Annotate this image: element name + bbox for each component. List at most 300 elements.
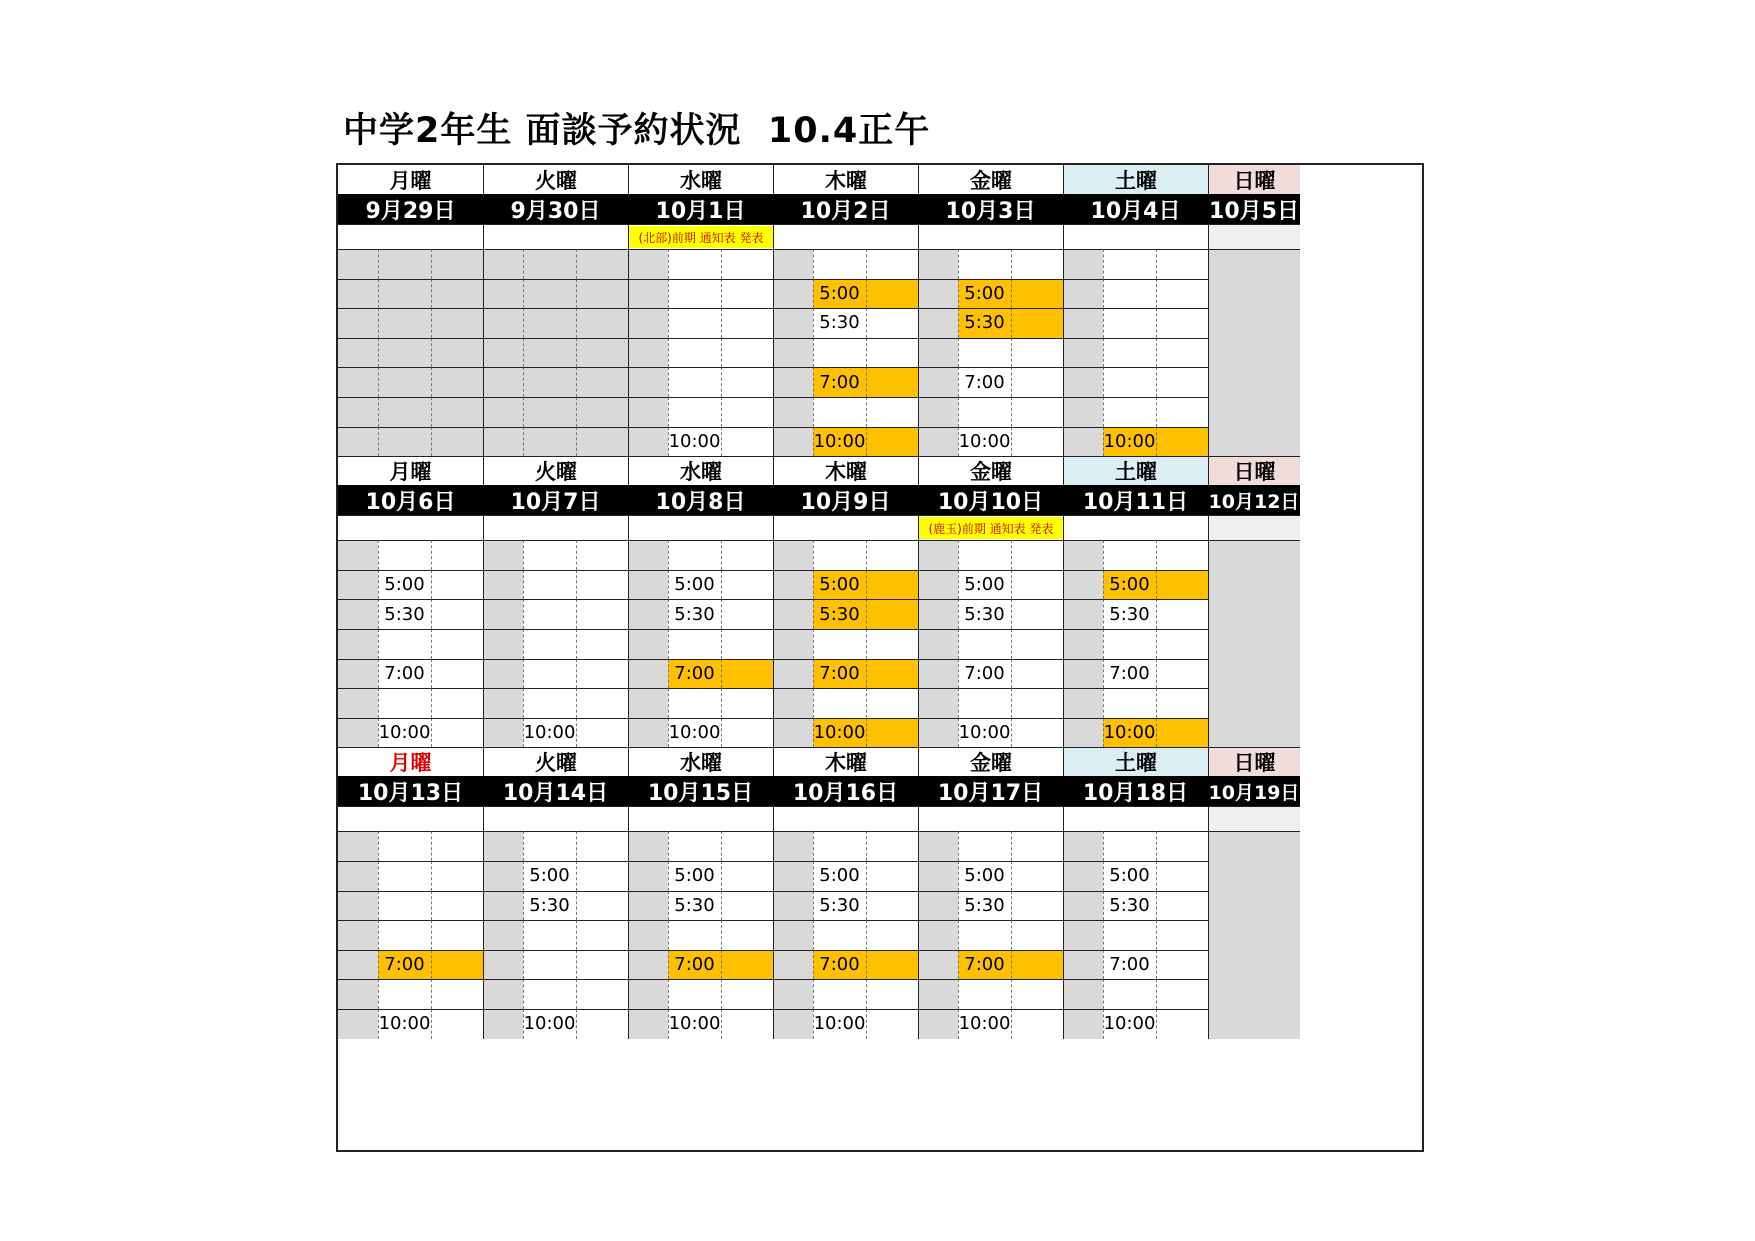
- note-cell: [338, 224, 483, 249]
- time-slot: [378, 427, 431, 457]
- time-slot[interactable]: [1103, 397, 1156, 427]
- note-cell: [1063, 515, 1208, 540]
- booked-time-label[interactable]: 10:00: [1103, 722, 1156, 744]
- note-cell: [918, 806, 1063, 831]
- available-time-label[interactable]: 5:30: [1109, 894, 1150, 916]
- slot-blank: [721, 570, 773, 600]
- closed-strip: [918, 367, 958, 397]
- available-time-label[interactable]: 10:00: [668, 1013, 721, 1035]
- closed-strip: [1063, 540, 1103, 570]
- closed-strip: [628, 570, 668, 600]
- closed-strip: [483, 718, 523, 748]
- available-time-label[interactable]: 10:00: [378, 1013, 431, 1035]
- closed-strip: [918, 979, 958, 1009]
- available-time-label[interactable]: 7:00: [964, 371, 1005, 393]
- page-title: 中学2年生 面談予約状況 10.4正午: [343, 111, 931, 151]
- slot-blank: [431, 427, 483, 457]
- time-slot[interactable]: [378, 540, 431, 570]
- slot-blank: [721, 308, 773, 338]
- sunday-closed: [1208, 831, 1300, 1038]
- closed-strip: [773, 718, 813, 748]
- closed-strip: [918, 599, 958, 629]
- time-slot[interactable]: [523, 659, 576, 689]
- available-time-label[interactable]: 5:00: [674, 865, 715, 887]
- time-slot[interactable]: [378, 629, 431, 659]
- closed-strip: [338, 599, 378, 629]
- slot-blank: [431, 1009, 483, 1039]
- slot-blank: [576, 688, 628, 718]
- booked-time-label[interactable]: 10:00: [813, 722, 866, 744]
- available-time-label[interactable]: 5:00: [964, 865, 1005, 887]
- time-slot[interactable]: [523, 920, 576, 950]
- closed-strip: [338, 891, 378, 921]
- closed-strip: [338, 920, 378, 950]
- available-time-label[interactable]: 7:00: [964, 662, 1005, 684]
- slot-blank: [431, 831, 483, 861]
- slot-blank: [1011, 861, 1063, 891]
- slot-blank: [866, 570, 918, 600]
- closed-strip: [1063, 599, 1103, 629]
- closed-strip: [338, 308, 378, 338]
- slot-blank: [1156, 920, 1208, 950]
- closed-strip: [773, 1009, 813, 1039]
- closed-strip: [773, 599, 813, 629]
- time-slot[interactable]: [523, 540, 576, 570]
- slot-blank: [1156, 540, 1208, 570]
- closed-strip: [338, 861, 378, 891]
- closed-strip: [628, 629, 668, 659]
- closed-strip: [483, 1009, 523, 1039]
- date-header: 10月6日: [338, 485, 483, 515]
- date-header: 10月18日: [1063, 776, 1208, 806]
- closed-strip: [1063, 831, 1103, 861]
- available-time-label[interactable]: 7:00: [384, 662, 425, 684]
- slot-blank: [431, 629, 483, 659]
- time-slot[interactable]: [813, 540, 866, 570]
- time-slot: [378, 367, 431, 397]
- time-slot[interactable]: [813, 338, 866, 368]
- closed-strip: [918, 891, 958, 921]
- time-slot[interactable]: [1103, 831, 1156, 861]
- available-time-label[interactable]: 10:00: [378, 722, 431, 744]
- slot-blank: [866, 979, 918, 1009]
- weekday-header: 月曜: [389, 168, 432, 193]
- closed-strip: [338, 570, 378, 600]
- slot-blank: [1011, 629, 1063, 659]
- slot-blank: [1011, 831, 1063, 861]
- time-slot[interactable]: [523, 599, 576, 629]
- closed-strip: [918, 659, 958, 689]
- available-time-label[interactable]: 5:00: [674, 574, 715, 596]
- time-slot[interactable]: [523, 570, 576, 600]
- closed-strip: [628, 718, 668, 748]
- available-time-label[interactable]: 5:30: [384, 603, 425, 625]
- time-slot[interactable]: [523, 629, 576, 659]
- time-slot[interactable]: [1103, 308, 1156, 338]
- weekday-header: 火曜: [483, 165, 628, 194]
- slot-blank: [1011, 599, 1063, 629]
- slot-blank: [1011, 891, 1063, 921]
- weekday-header: 水曜: [628, 456, 773, 485]
- slot-blank: [721, 831, 773, 861]
- slot-blank: [1156, 979, 1208, 1009]
- time-slot: [523, 308, 576, 338]
- note-cell: [773, 224, 918, 249]
- time-slot[interactable]: [958, 688, 1011, 718]
- slot-blank: [1156, 831, 1208, 861]
- time-slot[interactable]: [668, 249, 721, 279]
- available-time-label[interactable]: 10:00: [958, 1013, 1011, 1035]
- date-header: 10月8日: [628, 485, 773, 515]
- closed-strip: [338, 831, 378, 861]
- time-slot[interactable]: [958, 979, 1011, 1009]
- time-slot[interactable]: [1103, 338, 1156, 368]
- time-slot[interactable]: [378, 920, 431, 950]
- closed-strip: [338, 718, 378, 748]
- available-time-label[interactable]: 5:30: [964, 894, 1005, 916]
- closed-strip: [1063, 718, 1103, 748]
- closed-strip: [628, 979, 668, 1009]
- closed-strip: [338, 540, 378, 570]
- available-time-label[interactable]: 10:00: [958, 722, 1011, 744]
- time-slot[interactable]: [668, 308, 721, 338]
- closed-strip: [628, 1009, 668, 1039]
- closed-strip: [1063, 338, 1103, 368]
- weekday-header: 金曜: [918, 165, 1063, 194]
- available-time-label[interactable]: 5:30: [529, 894, 570, 916]
- closed-strip: [483, 861, 523, 891]
- slot-blank: [1156, 570, 1208, 600]
- slot-blank: [431, 688, 483, 718]
- time-slot[interactable]: [958, 397, 1011, 427]
- booked-time-label[interactable]: 7:00: [819, 371, 860, 393]
- note-cell: [338, 806, 483, 831]
- closed-strip: [483, 979, 523, 1009]
- slot-blank: [1156, 397, 1208, 427]
- available-time-label[interactable]: 5:00: [1109, 865, 1150, 887]
- slot-blank: [431, 861, 483, 891]
- available-time-label[interactable]: 10:00: [813, 1013, 866, 1035]
- time-slot[interactable]: [378, 688, 431, 718]
- closed-strip: [918, 279, 958, 309]
- slot-blank: [1011, 1009, 1063, 1039]
- slot-blank: [1011, 570, 1063, 600]
- slot-blank: [721, 338, 773, 368]
- time-slot[interactable]: [813, 629, 866, 659]
- closed-strip: [338, 688, 378, 718]
- slot-blank: [576, 570, 628, 600]
- time-slot[interactable]: [1103, 688, 1156, 718]
- slot-blank: [721, 1009, 773, 1039]
- closed-strip: [773, 397, 813, 427]
- time-slot[interactable]: [378, 891, 431, 921]
- weekday-header: 月曜: [338, 747, 483, 776]
- closed-strip: [628, 279, 668, 309]
- slot-blank: [1011, 308, 1063, 338]
- time-slot[interactable]: [668, 920, 721, 950]
- time-slot[interactable]: [1103, 279, 1156, 309]
- closed-strip: [918, 718, 958, 748]
- slot-blank: [1011, 920, 1063, 950]
- time-slot[interactable]: [813, 397, 866, 427]
- slot-blank: [431, 950, 483, 980]
- closed-strip: [628, 688, 668, 718]
- date-header: 10月11日: [1063, 485, 1208, 515]
- closed-strip: [338, 629, 378, 659]
- time-slot[interactable]: [1103, 540, 1156, 570]
- time-slot[interactable]: [378, 831, 431, 861]
- time-slot[interactable]: [668, 338, 721, 368]
- weekday-header: 金曜: [918, 747, 1063, 776]
- closed-strip: [628, 249, 668, 279]
- closed-strip: [1063, 1009, 1103, 1039]
- slot-blank: [866, 367, 918, 397]
- closed-strip: [483, 367, 523, 397]
- time-slot[interactable]: [958, 540, 1011, 570]
- slot-blank: [1011, 540, 1063, 570]
- time-slot[interactable]: [813, 249, 866, 279]
- closed-strip: [483, 249, 523, 279]
- available-time-label[interactable]: 5:30: [674, 603, 715, 625]
- slot-blank: [1011, 950, 1063, 980]
- time-slot[interactable]: [958, 249, 1011, 279]
- time-slot[interactable]: [1103, 249, 1156, 279]
- booked-time-label[interactable]: 7:00: [674, 954, 715, 976]
- date-header: 10月19日: [1208, 776, 1300, 806]
- closed-strip: [918, 1009, 958, 1039]
- time-slot: [378, 279, 431, 309]
- closed-strip: [628, 427, 668, 457]
- available-time-label[interactable]: 10:00: [523, 722, 576, 744]
- time-slot[interactable]: [668, 397, 721, 427]
- time-slot[interactable]: [813, 979, 866, 1009]
- time-slot[interactable]: [958, 831, 1011, 861]
- slot-blank: [866, 688, 918, 718]
- closed-strip: [1063, 629, 1103, 659]
- weekday-header: 水曜: [628, 747, 773, 776]
- date-header: 10月10日: [918, 485, 1063, 515]
- slot-blank: [431, 540, 483, 570]
- slot-blank: [721, 659, 773, 689]
- note-cell: [773, 806, 918, 831]
- available-time-label[interactable]: 10:00: [1103, 1013, 1156, 1035]
- time-slot[interactable]: [958, 338, 1011, 368]
- time-slot[interactable]: [668, 688, 721, 718]
- slot-blank: [431, 599, 483, 629]
- reservation-calendar: [336, 163, 1424, 1152]
- closed-strip: [918, 249, 958, 279]
- booked-time-label[interactable]: 7:00: [964, 954, 1005, 976]
- closed-strip: [628, 367, 668, 397]
- time-slot[interactable]: [1103, 367, 1156, 397]
- time-slot[interactable]: [668, 979, 721, 1009]
- time-slot: [523, 279, 576, 309]
- closed-strip: [1063, 891, 1103, 921]
- closed-strip: [628, 831, 668, 861]
- slot-blank: [431, 338, 483, 368]
- booked-time-label[interactable]: 10:00: [1103, 430, 1156, 452]
- slot-blank: [576, 308, 628, 338]
- booked-time-label[interactable]: 7:00: [819, 662, 860, 684]
- slot-blank: [1011, 718, 1063, 748]
- slot-blank: [1156, 367, 1208, 397]
- closed-strip: [483, 427, 523, 457]
- slot-blank: [1011, 427, 1063, 457]
- slot-blank: [431, 891, 483, 921]
- closed-strip: [1063, 688, 1103, 718]
- closed-strip: [483, 570, 523, 600]
- closed-strip: [1063, 659, 1103, 689]
- slot-blank: [866, 861, 918, 891]
- closed-strip: [338, 979, 378, 1009]
- available-time-label[interactable]: 5:30: [1109, 603, 1150, 625]
- time-slot[interactable]: [523, 950, 576, 980]
- slot-blank: [431, 279, 483, 309]
- announcement-note: (北部)前期 通知表 発表: [629, 226, 773, 248]
- booked-time-label[interactable]: 7:00: [674, 662, 715, 684]
- weekday-header: 木曜: [773, 747, 918, 776]
- available-time-label[interactable]: 7:00: [1109, 954, 1150, 976]
- available-time-label[interactable]: 5:30: [674, 894, 715, 916]
- closed-strip: [773, 540, 813, 570]
- slot-blank: [721, 920, 773, 950]
- slot-blank: [721, 249, 773, 279]
- time-slot[interactable]: [958, 629, 1011, 659]
- time-slot[interactable]: [668, 367, 721, 397]
- slot-blank: [431, 570, 483, 600]
- slot-blank: [1156, 629, 1208, 659]
- slot-blank: [866, 249, 918, 279]
- available-time-label[interactable]: 5:30: [964, 603, 1005, 625]
- booked-time-label[interactable]: 10:00: [813, 430, 866, 452]
- time-slot[interactable]: [523, 831, 576, 861]
- time-slot[interactable]: [668, 831, 721, 861]
- time-slot[interactable]: [668, 279, 721, 309]
- closed-strip: [1063, 920, 1103, 950]
- time-slot[interactable]: [523, 979, 576, 1009]
- closed-strip: [1063, 279, 1103, 309]
- available-time-label[interactable]: 5:00: [964, 574, 1005, 596]
- time-slot[interactable]: [668, 540, 721, 570]
- booked-time-label[interactable]: 5:00: [819, 282, 860, 304]
- slot-blank: [431, 659, 483, 689]
- available-time-label[interactable]: 10:00: [668, 722, 721, 744]
- available-time-label[interactable]: 5:30: [819, 894, 860, 916]
- slot-blank: [721, 540, 773, 570]
- available-time-label[interactable]: 5:00: [384, 574, 425, 596]
- slot-blank: [576, 540, 628, 570]
- booked-time-label[interactable]: 5:00: [819, 574, 860, 596]
- closed-strip: [773, 570, 813, 600]
- time-slot[interactable]: [813, 831, 866, 861]
- note-cell: [628, 806, 773, 831]
- slot-blank: [1156, 279, 1208, 309]
- slot-blank: [576, 427, 628, 457]
- date-header: 10月7日: [483, 485, 628, 515]
- sunday-closed: [1208, 540, 1300, 747]
- date-header: 10月15日: [628, 776, 773, 806]
- time-slot[interactable]: [1103, 979, 1156, 1009]
- time-slot: [378, 249, 431, 279]
- booked-time-label[interactable]: 5:30: [964, 312, 1005, 334]
- time-slot[interactable]: [378, 861, 431, 891]
- slot-blank: [576, 367, 628, 397]
- date-header: 10月16日: [773, 776, 918, 806]
- available-time-label[interactable]: 5:30: [819, 312, 860, 334]
- slot-blank: [1011, 279, 1063, 309]
- closed-strip: [338, 249, 378, 279]
- slot-blank: [1156, 599, 1208, 629]
- time-slot[interactable]: [1103, 629, 1156, 659]
- slot-blank: [576, 831, 628, 861]
- time-slot[interactable]: [813, 920, 866, 950]
- note-cell: [483, 515, 628, 540]
- available-time-label[interactable]: 10:00: [958, 430, 1011, 452]
- slot-blank: [1011, 397, 1063, 427]
- slot-blank: [1156, 249, 1208, 279]
- weekday-header: 火曜: [483, 456, 628, 485]
- note-cell: [1208, 806, 1300, 831]
- time-slot: [378, 308, 431, 338]
- slot-blank: [431, 920, 483, 950]
- closed-strip: [918, 338, 958, 368]
- closed-strip: [338, 427, 378, 457]
- date-header: 9月29日: [338, 194, 483, 224]
- closed-strip: [483, 308, 523, 338]
- booked-time-label[interactable]: 5:30: [819, 603, 860, 625]
- slot-blank: [1011, 367, 1063, 397]
- time-slot: [523, 397, 576, 427]
- available-time-label[interactable]: 5:00: [529, 865, 570, 887]
- slot-blank: [866, 338, 918, 368]
- slot-blank: [431, 249, 483, 279]
- slot-blank: [721, 397, 773, 427]
- slot-blank: [721, 979, 773, 1009]
- time-slot[interactable]: [1103, 920, 1156, 950]
- weekday-header: 日曜: [1208, 165, 1300, 194]
- slot-blank: [431, 979, 483, 1009]
- slot-blank: [576, 1009, 628, 1039]
- available-time-label[interactable]: 10:00: [523, 1013, 576, 1035]
- slot-blank: [721, 629, 773, 659]
- booked-time-label[interactable]: 7:00: [384, 954, 425, 976]
- available-time-label[interactable]: 10:00: [668, 430, 721, 452]
- slot-blank: [1156, 427, 1208, 457]
- weekday-header: 日曜: [1208, 456, 1300, 485]
- time-slot[interactable]: [958, 920, 1011, 950]
- booked-time-label[interactable]: 5:00: [964, 282, 1005, 304]
- closed-strip: [338, 279, 378, 309]
- time-slot[interactable]: [668, 629, 721, 659]
- booked-time-label[interactable]: 7:00: [819, 954, 860, 976]
- booked-time-label[interactable]: 5:00: [1109, 574, 1150, 596]
- note-cell: [1208, 515, 1300, 540]
- time-slot[interactable]: [523, 688, 576, 718]
- slot-blank: [1011, 249, 1063, 279]
- weekday-header: 火曜: [483, 747, 628, 776]
- time-slot[interactable]: [378, 979, 431, 1009]
- closed-strip: [483, 831, 523, 861]
- closed-strip: [773, 920, 813, 950]
- sunday-closed: [1208, 249, 1300, 456]
- weekday-header: 土曜: [1063, 747, 1208, 776]
- time-slot[interactable]: [813, 688, 866, 718]
- closed-strip: [918, 688, 958, 718]
- available-time-label[interactable]: 7:00: [1109, 662, 1150, 684]
- closed-strip: [628, 397, 668, 427]
- time-slot: [523, 427, 576, 457]
- available-time-label[interactable]: 5:00: [819, 865, 860, 887]
